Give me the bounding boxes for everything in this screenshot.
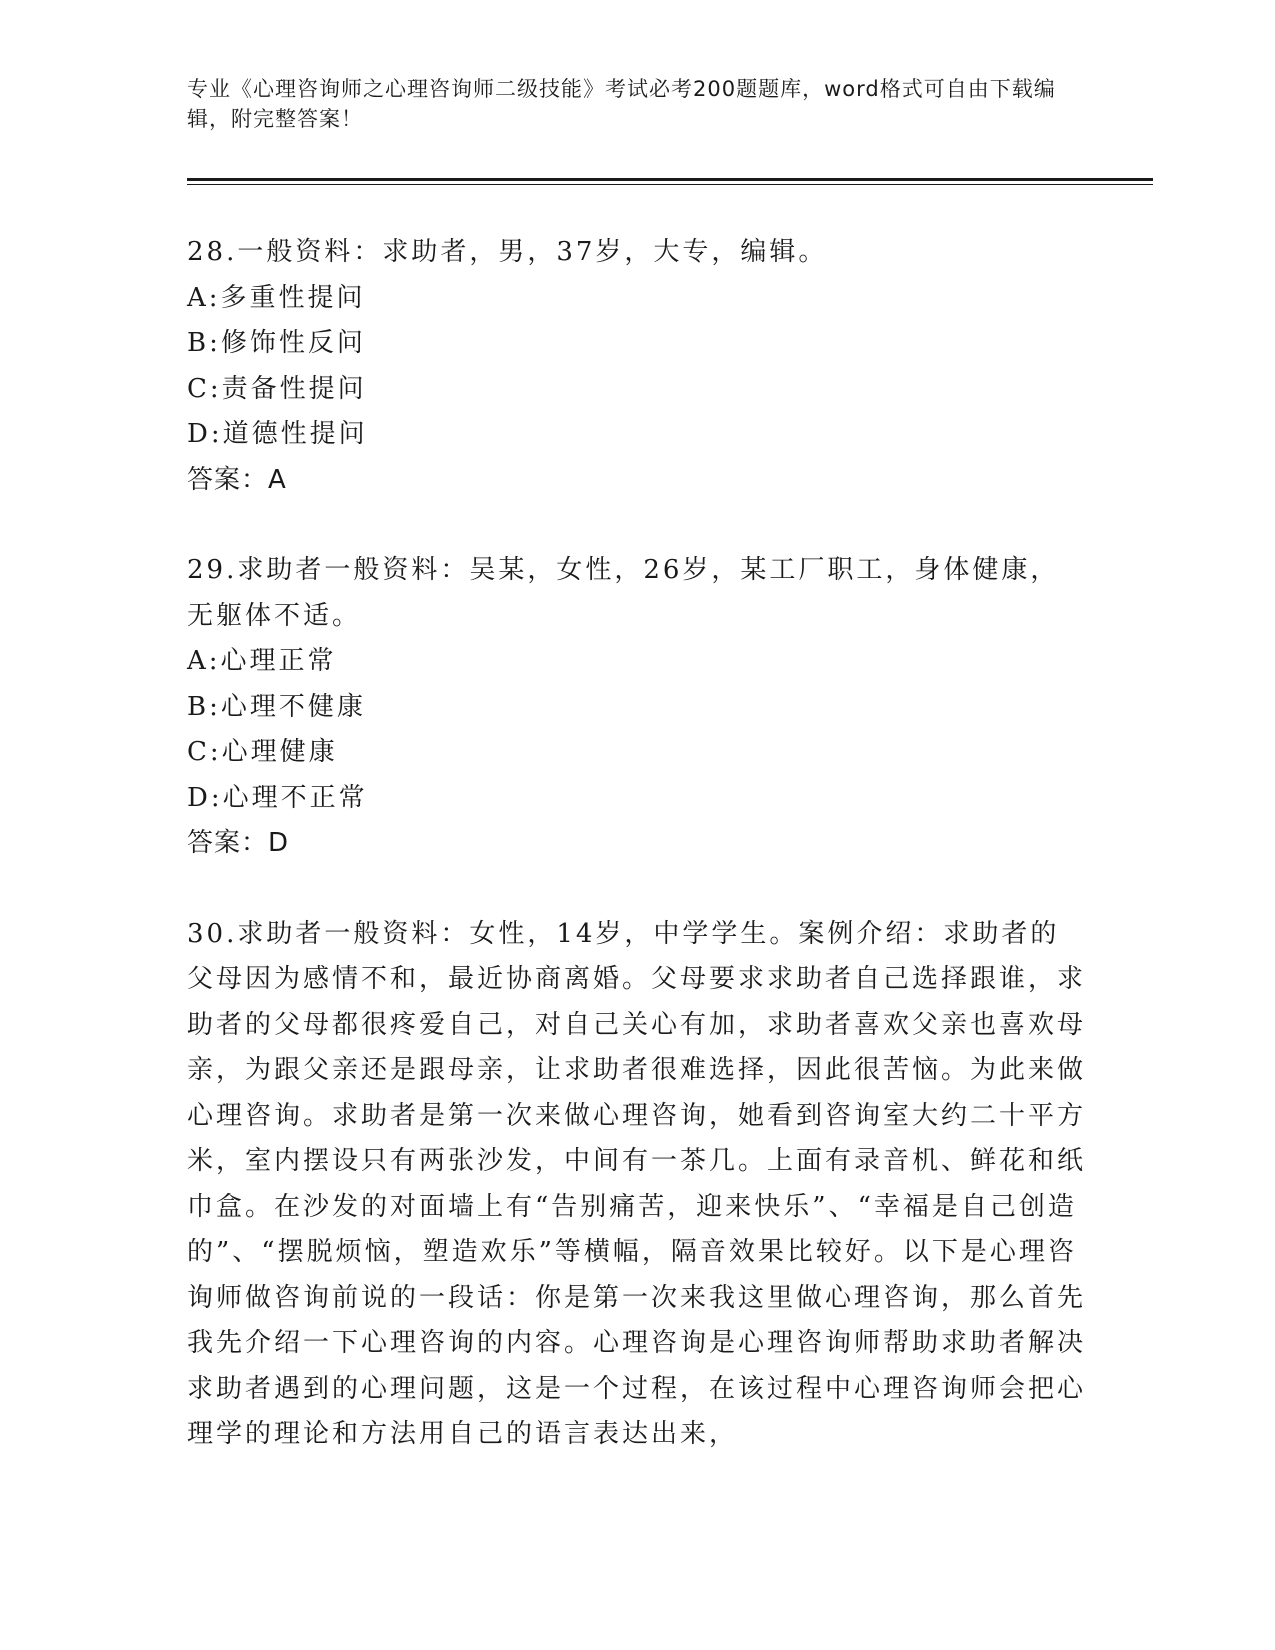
question-stem: 28.一般资料：求助者，男，37岁，大专，编辑。 (187, 237, 828, 267)
option-c: C:心理健康 (187, 737, 338, 767)
answer-line: 答案：D (187, 828, 290, 858)
option-c: C:责备性提问 (187, 373, 367, 404)
header-divider-thin (187, 184, 1153, 185)
document-header: 专业《心理咨询师之心理咨询师二级技能》考试必考200题题库，word格式可自由下载编辑，附完整答案！ (187, 77, 1056, 131)
question-stem: 30.求助者一般资料：女性，14岁，中学学生。案例介绍：求助者的父母因为感情不和，最近协商离婚。父母要求求助者自己选择跟谁，求助者的父母都很疼爱自己，对自己关心有加，求助者喜欢父亲也喜欢母亲，为跟父亲还是跟母亲，让求助者很难选择，因此很苦恼。为此来做心理咨询。求助者是第一次来做心理咨询，她看到咨询室大约二十平方米，室内摆设只有两张沙发，中间有一茶几。上面有录音机、鲜花和纸巾盒。在沙发的对面墙上有“告别痛苦，迎来快乐”、“幸福是自己创造的”、“摆脱烦恼，塑造欢乐”等横幅，隔音效果比较好。以下是心理咨询师做咨询前说的一段话：你是第一次来我这里做心理咨询，那么首先我先介绍一下心理咨询的内容。心理咨询是心理咨询师帮助求助者解决求助者遇到的心理问题，这是一个过程，在该过程中心理咨询师会把心理学的理论和方法用自己的语言表达出来， (187, 918, 1087, 1449)
question-28 (187, 230, 1087, 503)
question-30 (187, 912, 1087, 1458)
option-d: D:道德性提问 (187, 419, 368, 449)
question-stem: 29.求助者一般资料：吴某，女性，26岁，某工厂职工，身体健康，无躯体不适。 (187, 555, 1060, 631)
question-29 (187, 548, 1087, 867)
header-divider-thick (187, 178, 1153, 181)
question-list (187, 230, 1087, 1503)
option-b: B:修饰性反问 (187, 328, 366, 358)
option-a: A:心理正常 (187, 646, 337, 676)
answer-line: 答案：A (187, 464, 287, 495)
option-b: B:心理不健康 (187, 691, 366, 722)
option-d: D:心理不正常 (187, 782, 368, 813)
option-a: A:多重性提问 (187, 282, 366, 313)
